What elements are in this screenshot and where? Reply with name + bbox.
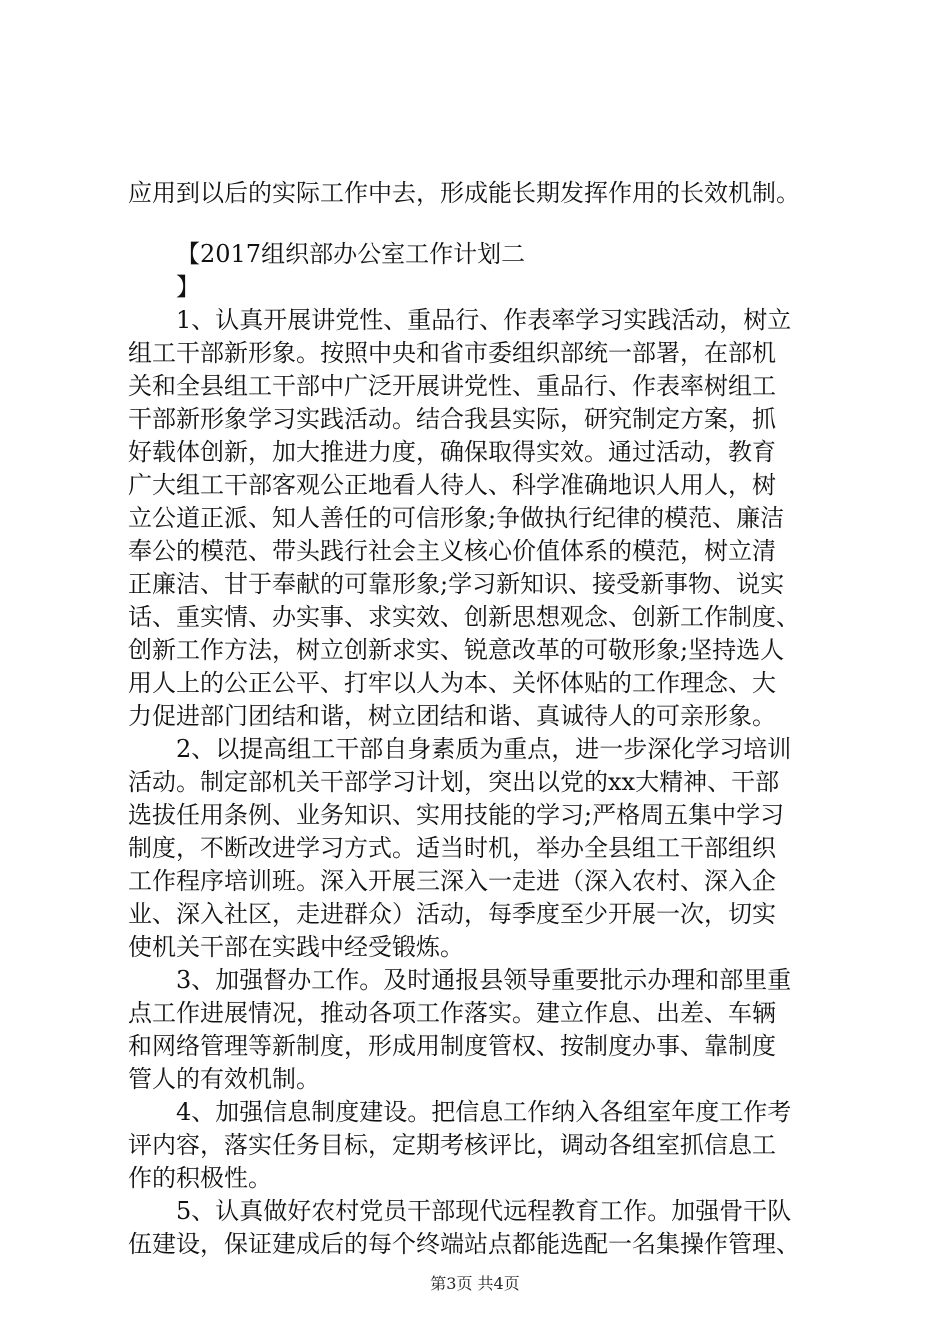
text-line: 制度，不断改进学习方式。适当时机，举办全县组工干部组织	[128, 834, 776, 862]
text-line: 组工干部新形象。按照中央和省市委组织部统一部署，在部机	[128, 339, 776, 367]
document-body	[128, 177, 848, 1261]
text-line: 2、以提高组工干部自身素质为重点，进一步深化学习培训	[176, 735, 792, 763]
text-line: 评内容，落实任务目标，定期考核评比，调动各组室抓信息工	[128, 1131, 776, 1159]
text-line: 和网络管理等新制度，形成用制度管权、按制度办事、靠制度	[128, 1032, 776, 1060]
text-line: 使机关干部在实践中经受锻炼。	[128, 933, 464, 961]
text-line: 创新工作方法，树立创新求实、锐意改革的可敬形象;坚持选人	[128, 636, 785, 664]
text-line: 管人的有效机制。	[128, 1065, 320, 1093]
text-line: 应用到以后的实际工作中去，形成能长期发挥作用的长效机制。	[128, 179, 800, 207]
text-line: 好载体创新，加大推进力度，确保取得实效。通过活动，教育	[128, 438, 776, 466]
text-line: 活动。制定部机关干部学习计划，突出以党的xx大精神、干部	[128, 768, 780, 796]
text-line: 伍建设，保证建成后的每个终端站点都能选配一名集操作管理、	[128, 1230, 800, 1258]
text-line: 关和全县组工干部中广泛开展讲党性、重品行、作表率树组工	[128, 372, 776, 400]
text-line: 立公道正派、知人善任的可信形象;争做执行纪律的模范、廉洁	[128, 504, 785, 532]
text-line: 1、认真开展讲党性、重品行、作表率学习实践活动，树立	[176, 306, 792, 334]
text-line: 选拔任用条例、业务知识、实用技能的学习;严格周五集中学习	[128, 801, 785, 829]
text-line: 用人上的公正公平、打牢以人为本、关怀体贴的工作理念、大	[128, 669, 776, 697]
text-line: 工作程序培训班。深入开展三深入一走进（深入农村、深入企	[128, 867, 776, 895]
text-line: 】	[176, 273, 200, 301]
text-line: 业、深入社区，走进群众）活动，每季度至少开展一次，切实	[128, 900, 776, 928]
text-line: 奉公的模范、带头践行社会主义核心价值体系的模范，树立清	[128, 537, 776, 565]
text-line: 3、加强督办工作。及时通报县领导重要批示办理和部里重	[176, 966, 792, 994]
text-line: 作的积极性。	[128, 1164, 272, 1192]
section-heading: 【2017组织部办公室工作计划二	[176, 240, 526, 268]
text-line: 5、认真做好农村党员干部现代远程教育工作。加强骨干队	[176, 1197, 792, 1225]
text-line: 力促进部门团结和谐，树立团结和谐、真诚待人的可亲形象。	[128, 702, 776, 730]
text-line: 点工作进展情况，推动各项工作落实。建立作息、出差、车辆	[128, 999, 776, 1027]
text-line: 干部新形象学习实践活动。结合我县实际，研究制定方案，抓	[128, 405, 776, 433]
text-line: 4、加强信息制度建设。把信息工作纳入各组室年度工作考	[176, 1098, 792, 1126]
page-footer: 第3页 共4页	[430, 1274, 520, 1293]
text-line: 话、重实情、办实事、求实效、创新思想观念、创新工作制度、	[128, 603, 800, 631]
text-line: 正廉洁、甘于奉献的可靠形象;学习新知识、接受新事物、说实	[128, 570, 785, 598]
text-line: 广大组工干部客观公正地看人待人、科学准确地识人用人，树	[128, 471, 776, 499]
